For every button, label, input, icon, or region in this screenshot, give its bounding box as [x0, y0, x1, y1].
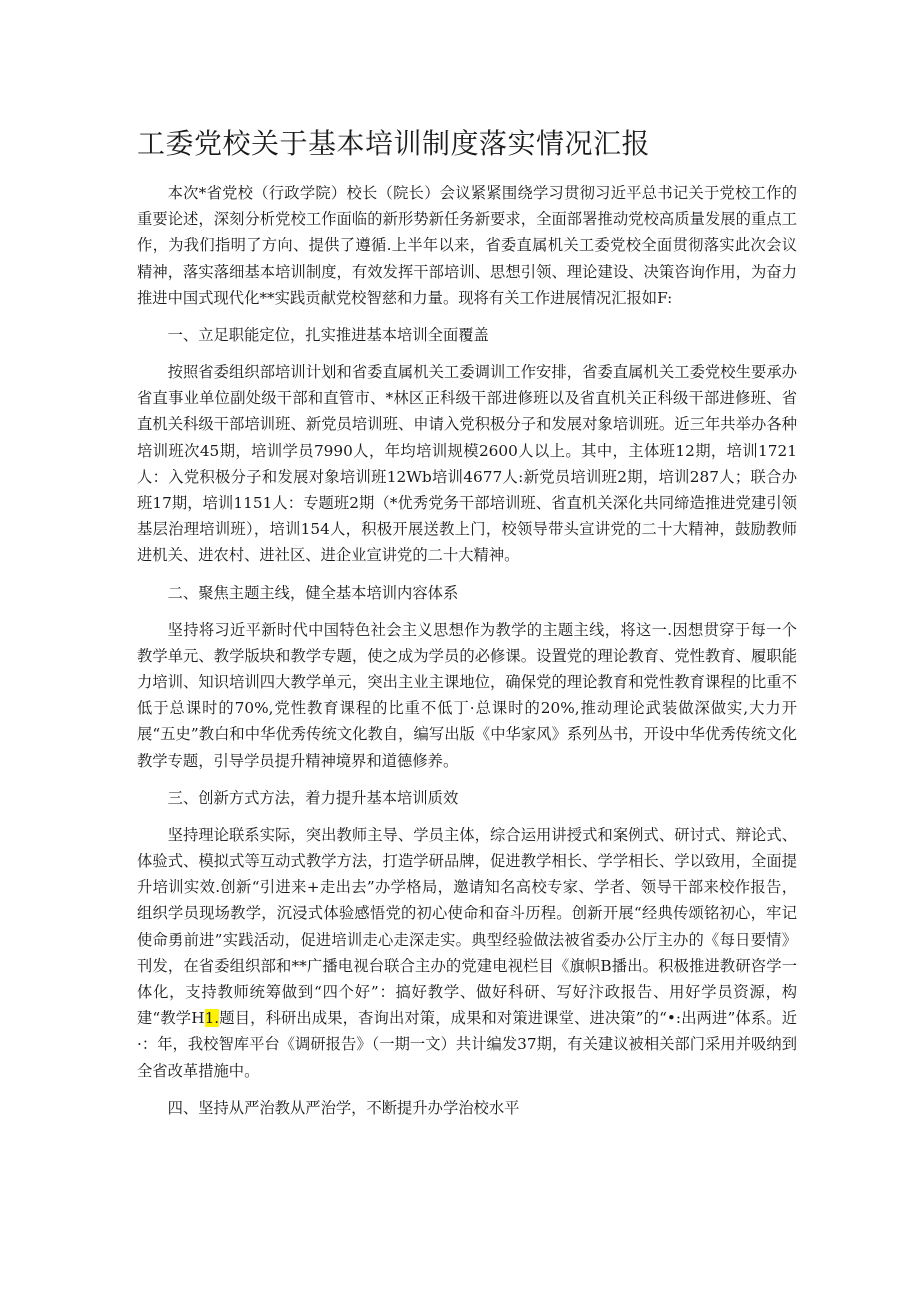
section-3-body-part2: 题目，科研出成果，杳询出对策，成果和对策进课堂、进决策”的“•:出两进”体系。近·：年，我校智库平台《调研报告》（一期一文）共计编发37期，有关建议被相关部门采用并吸纳到全省改革措施中。	[137, 1009, 797, 1080]
section-2-heading: 二、聚焦主题主线，健全基本培训内容体系	[167, 583, 459, 602]
highlighted-text: 1.	[204, 1009, 220, 1028]
document-page	[137, 122, 797, 1132]
section-1-body: 按照省委组织部培训计划和省委直属机关工委调训工作安排，省委直属机关工委党校生要承办省直事业单位副处级干部和直管市、*林区正科级干部进修班以及省直机关正科级干部进修班、省直机关科级干部培训班、新党员培训班、申请入党积极分子和发展对象培训班。近三年共举办各种培训班次45期，培训学员7990人，年均培训规模2600人以上。其中，主体班12期，培训1721人：入党积极分子和发展对象培训班12Wb培训4677人:新党员培训班2期，培训287人；联合办班17期，培训1151人：专题班2期（*优秀党务干部培训班、省直机关深化共同缔造推进党建引领基层治理培训班），培训154人，积极开展送教上门，校领导带头宣讲党的二十大精神，鼓励教师进机关、进农村、进社区、进企业宣讲党的二十大精神。	[137, 363, 797, 565]
section-3-heading: 三、创新方式方法，着力提升基本培训质效	[167, 788, 459, 807]
intro-paragraph: 本次*省党校（行政学院）校长（院长）会议紧紧围绕学习贯彻习近平总书记关于党校工作的重要论述，深刻分析党校工作面临的新形势新任务新要求，全面部署推动党校高质量发展的重点工作，为我们指明了方向、提供了遵循.上半年以来，省委直属机关工委党校全面贯彻落实此次会议精神，落实落细基本培训制度，有效发挥干部培训、思想引领、理论建设、决策咨询作用，为奋力推进中国式现代化**实践贡献党校智慈和力量。现将有关工作进展情况汇报如F:	[137, 184, 797, 307]
section-1-heading: 一、立足职能定位，扎实推进基本培训全面覆盖	[167, 326, 489, 345]
document-title: 工委党校关于基本培训制度落实情况汇报	[137, 127, 651, 160]
section-3-body	[137, 822, 797, 1084]
section-3-body-part1: 坚持理论联系实际，突出教师主导、学员主体，综合运用讲授式和案例式、研讨式、辩论式、体验式、模拟式等互动式教学方法，打造学研品牌，促进教学相长、学学相长、学以致用，全面提升培训实效.创新“引进来+走出去”办学格局，邀请知名高校专家、学者、领导干部来校作报告，组织学员现场教学，沉浸式体验感悟党的初心使命和奋斗历程。创新开展“经典传颂铭初心，牢记使命勇前进”实践活动，促进培训走心走深走实。典型经验做法被省委办公厅主办的《每日要情》刊发，在省委组织部和**广播电视台联合主办的党建电视栏目《旗帜B播出。积极推进教研咨学一体化，支持教师统筹做到“四个好”：搞好教学、做好科研、写好汴政报告、用好学员资源，构建“教学H	[137, 825, 797, 1028]
section-4-heading: 四、坚持从严治教从严治学，不断提升办学治校水平	[167, 1098, 520, 1117]
section-2-body: 坚持将习近平新时代中国特色社会主义思想作为教学的主题主线，将这一.因想贯穿于每一个教学单元、教学版块和教学专题，使之成为学员的必修课。设置党的理论教育、党性教育、履职能力培训、知识培训四大教学单元，突出主业主课地位，确保党的理论教育和党性教育课程的比重不低于总课时的70%,党性教育课程的比重不低丁·总课时的20%,推动理论武装做深做实,大力开展“五史”教白和中华优秀传统文化教自，编写出版《中华家风》系列丛书，开设中华优秀传统文化教学专题，引导学员提升精神境界和道德修养。	[137, 620, 797, 770]
